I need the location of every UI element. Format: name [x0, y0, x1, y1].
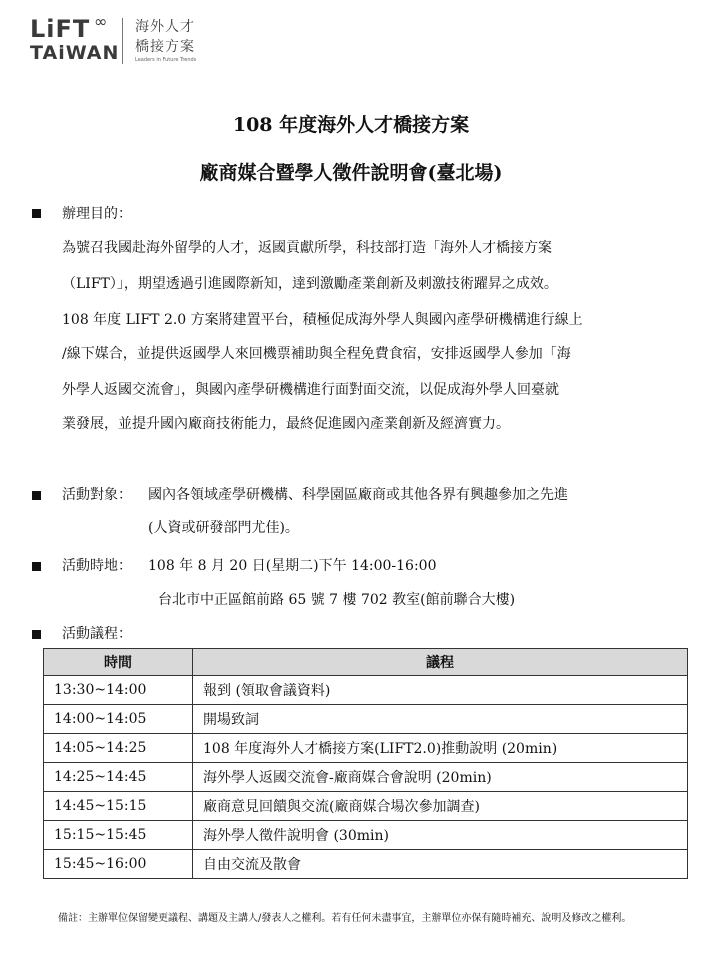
table-row: [44, 676, 688, 705]
column-header-time: 時間: [44, 649, 193, 676]
logo-lift-text: LiFT: [30, 15, 91, 43]
audience-label: 活動對象：: [62, 487, 132, 503]
program-name-line2: 橋接方案: [135, 39, 195, 55]
logo-tagline: Leaders in Future Trends: [135, 57, 197, 63]
table-row: [44, 705, 688, 734]
agenda-time: 14:05~14:25: [44, 734, 193, 763]
agenda-time: 15:45~16:00: [44, 850, 193, 879]
purpose-label: 辦理目的：: [62, 206, 132, 222]
footnote: 備註：主辦單位保留變更議程、講題及主講人/發表人之權利。若有任何未盡事宜，主辦單位亦保有隨時補充、說明及修改之權利。: [58, 913, 632, 924]
agenda-time: 13:30~14:00: [44, 676, 193, 705]
agenda-time: 14:45~15:15: [44, 792, 193, 821]
agenda-time: 14:25~14:45: [44, 763, 193, 792]
event-time: 108 年 8 月 20 日(星期二)下午 14:00-16:00: [148, 558, 437, 574]
agenda-item: 報到 (領取會議資料): [193, 676, 688, 705]
header-logo: [30, 12, 280, 68]
agenda-item: 廠商意見回饋與交流(廠商媒合場次參加調查): [193, 792, 688, 821]
column-header-item: 議程: [193, 649, 688, 676]
logo-divider: [122, 18, 123, 64]
bullet-icon: [32, 627, 41, 642]
purpose-line: /線下媒合，並提供返國學人來回機票補助與全程免費食宿，安排返國學人參加「海: [62, 346, 571, 362]
program-name-line1: 海外人才: [135, 19, 195, 35]
table-row: [44, 792, 688, 821]
event-location: 台北市中正區館前路 65 號 7 樓 702 教室(館前聯合大樓): [158, 592, 516, 608]
purpose-line: 為號召我國赴海外留學的人才，返國貢獻所學，科技部打造「海外人才橋接方案: [62, 240, 552, 256]
purpose-line: 業發展，並提升國內廠商技術能力，最終促進國內產業創新及經濟實力。: [62, 416, 510, 432]
infinity-icon: ∞: [94, 12, 108, 31]
audience-line: 國內各領域產學研機構、科學園區廠商或其他各界有興趣參加之先進: [148, 487, 568, 503]
purpose-line: （LIFT）」，期望透過引進國際新知，達到激勵產業創新及刺激技術躍昇之成效。: [62, 276, 558, 292]
time-place-label: 活動時地：: [62, 558, 132, 574]
document-subtitle: 廠商媒合暨學人徵件說明會(臺北場): [199, 162, 503, 184]
document-title: 108 年度海外人才橋接方案: [232, 114, 470, 136]
agenda-table: [43, 648, 688, 879]
agenda-time: 14:00~14:05: [44, 705, 193, 734]
agenda-item: 108 年度海外人才橋接方案(LIFT2.0)推動說明 (20min): [193, 734, 688, 763]
agenda-item: 開場致詞: [193, 705, 688, 734]
audience-line: (人資或研發部門尤佳)。: [148, 520, 299, 536]
agenda-item: 自由交流及散會: [193, 850, 688, 879]
table-row: [44, 850, 688, 879]
table-row: [44, 763, 688, 792]
purpose-line: 外學人返國交流會」，與國內產學研機構進行面對面交流，以促成海外學人回臺就: [62, 382, 559, 398]
agenda-time: 15:15~15:45: [44, 821, 193, 850]
agenda-item: 海外學人徵件說明會 (30min): [193, 821, 688, 850]
agenda-item: 海外學人返國交流會-廠商媒合會說明 (20min): [193, 763, 688, 792]
table-row: [44, 734, 688, 763]
logo-taiwan-text: TAiWAN: [30, 42, 120, 64]
bullet-icon: [32, 559, 41, 574]
table-row: [44, 821, 688, 850]
bullet-icon: [32, 206, 41, 221]
purpose-line: 108 年度 LIFT 2.0 方案將建置平台，積極促成海外學人與國內產學研機構進行線上: [62, 312, 583, 328]
agenda-label: 活動議程：: [62, 626, 132, 642]
bullet-icon: [32, 488, 41, 503]
table-header-row: [44, 649, 688, 676]
